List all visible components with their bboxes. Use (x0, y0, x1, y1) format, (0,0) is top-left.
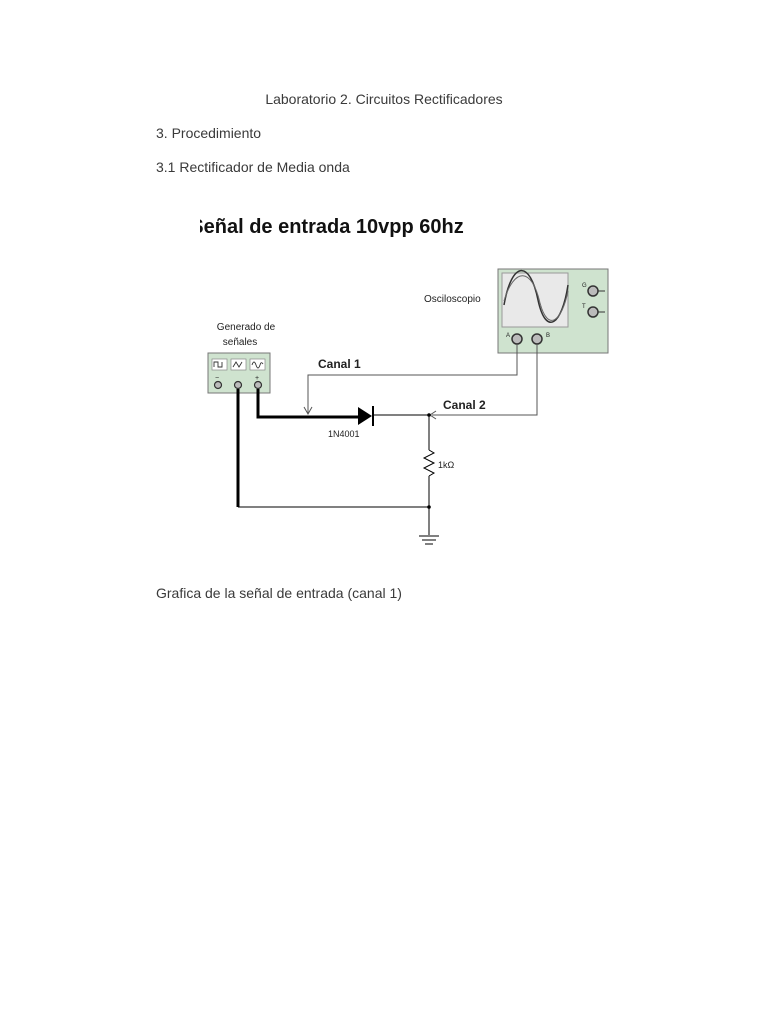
terminal-t-label: T (582, 304, 586, 310)
generator-label-line2: señales (222, 337, 258, 348)
terminal-t (588, 307, 598, 317)
figure-caption: Grafica de la señal de entrada (canal 1) (156, 585, 402, 601)
terminal-a-label: A (506, 333, 511, 339)
diode-symbol (358, 406, 373, 426)
channel-1-label: Canal 1 (318, 357, 361, 371)
generator-terminal-plus (255, 382, 262, 389)
resistor-symbol (424, 450, 434, 476)
ground-node-dot (427, 505, 431, 509)
circuit-wires (238, 344, 537, 535)
subsection-heading: 3.1 Rectificador de Media onda (156, 159, 350, 175)
ground-symbol (419, 536, 439, 544)
generator-label-line1: Generado de (216, 322, 276, 333)
document-title: Laboratorio 2. Circuitos Rectificadores (265, 91, 503, 107)
generator-terminal-minus (215, 382, 222, 389)
terminal-a (512, 334, 522, 344)
figure-heading: Señal de entrada 10vpp 60hz (200, 216, 464, 238)
section-heading: 3. Procedimiento (156, 125, 262, 141)
terminal-g (588, 286, 598, 296)
triangle-wave-button (231, 359, 246, 370)
signal-generator (208, 353, 270, 393)
minus-label: − (215, 375, 220, 382)
oscilloscope-screen (502, 273, 568, 327)
node-dot (427, 413, 431, 417)
terminal-g-label: G (582, 283, 587, 289)
circuit-figure (200, 205, 620, 550)
plus-label: + (255, 375, 260, 382)
circuit-diagram (200, 205, 620, 550)
oscilloscope-label: Osciloscopio (424, 294, 481, 305)
terminal-b (532, 334, 542, 344)
oscilloscope (498, 269, 608, 353)
channel-2-label: Canal 2 (443, 398, 486, 412)
terminal-b-label: B (546, 333, 551, 339)
resistor-label: 1kΩ (438, 460, 455, 470)
generator-terminal-common (235, 382, 242, 389)
diode-label: 1N4001 (328, 429, 360, 439)
